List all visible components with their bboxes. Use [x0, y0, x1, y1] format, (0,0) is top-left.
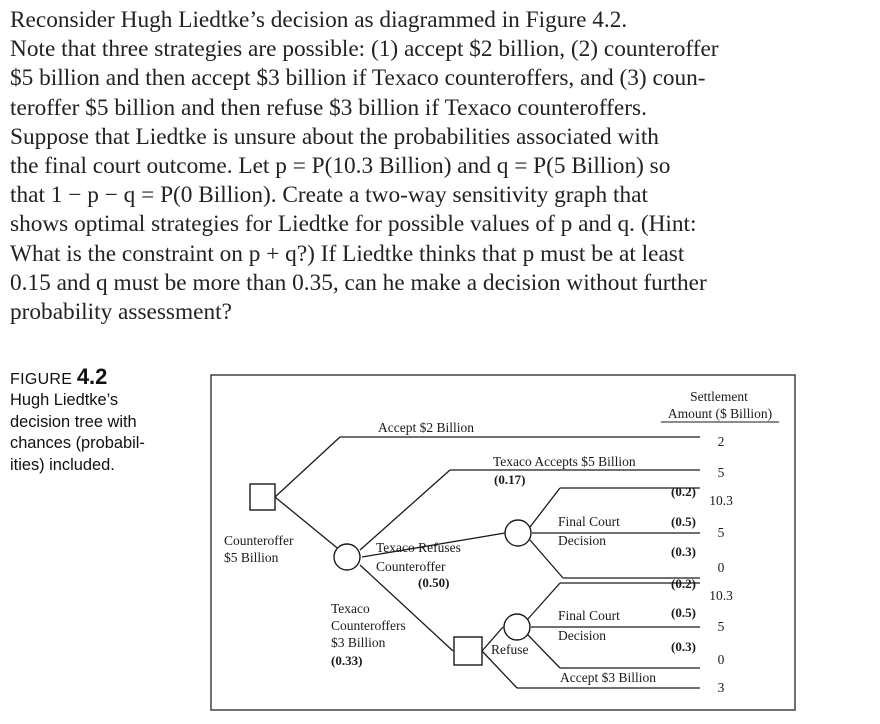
problem-line: shows optimal strategies for Liedtke for possible values of p and q. (Hint:: [10, 211, 697, 238]
chance-node-texaco: [334, 544, 360, 570]
caption-line: ities) included.: [10, 455, 115, 474]
branch-texaco-accepts: [360, 470, 450, 550]
branch-court2-0: [527, 634, 560, 668]
settlement-value: 5: [717, 525, 725, 540]
prob-court2-c: (0.3): [671, 639, 696, 654]
problem-line: Suppose that Liedtke is unsure about the probabilities associated with: [10, 123, 659, 150]
settlement-header-1: Settlement: [690, 389, 748, 404]
figure-frame: [211, 375, 795, 710]
branch-court1-10-3: [530, 488, 560, 527]
settlement-value: 0: [717, 560, 725, 575]
label-counteroffer-1: Counteroffer: [224, 533, 294, 548]
label-texaco-refuses-1: Texaco Refuses: [376, 540, 461, 555]
prob-court2-b: (0.5): [671, 605, 696, 620]
label-texaco-counter-2: Counteroffers: [331, 618, 406, 633]
settlement-value: 2: [717, 434, 725, 449]
settlement-value: 5: [717, 465, 725, 480]
chance-node-court2: [504, 614, 530, 640]
prob-texaco-counter: (0.33): [331, 653, 363, 668]
problem-line: $5 billion and then accept $3 billion if Texaco counteroffers, and (3) coun-: [10, 65, 706, 92]
problem-line: that 1 − p − q = P(0 Billion). Create a two-way sensitivity graph that: [10, 182, 648, 209]
problem-line: Note that three strategies are possible: (1) accept $2 billion, (2) counteroffer: [10, 36, 719, 63]
prob-court1-c: (0.3): [671, 544, 696, 559]
settlement-value: 5: [717, 619, 725, 634]
label-accept-2: Accept $2 Billion: [378, 420, 474, 435]
figure-label: FIGURE: [10, 371, 73, 388]
settlement-value: 10.3: [709, 493, 733, 508]
label-accept-3: Accept $3 Billion: [560, 670, 656, 685]
problem-line: What is the constraint on p + q?) If Liedtke thinks that p must be at least: [10, 240, 685, 267]
problem-line: teroffer $5 billion and then refuse $3 billion if Texaco counteroffers.: [10, 94, 647, 121]
label-texaco-accepts: Texaco Accepts $5 Billion: [493, 454, 636, 469]
label-court2-1: Final Court: [558, 608, 620, 623]
caption-line: Hugh Liedtke’s: [10, 391, 119, 410]
decision-node-main: [250, 484, 275, 510]
prob-court1-a: (0.2): [671, 484, 696, 499]
settlement-value: 10.3: [709, 588, 733, 603]
label-texaco-refuses-2: Counteroffer: [376, 559, 446, 574]
problem-line: the final court outcome. Let p = P(10.3 Billion) and q = P(5 Billion) so: [10, 153, 671, 180]
caption-line: decision tree with: [10, 412, 137, 431]
label-court2-2: Decision: [558, 628, 606, 643]
prob-texaco-accepts: (0.17): [494, 472, 526, 487]
label-texaco-counter-1: Texaco: [331, 601, 370, 616]
label-court1-2: Decision: [558, 533, 606, 548]
settlement-value: 3: [717, 680, 725, 695]
problem-line: Reconsider Hugh Liedtke’s decision as diagrammed in Figure 4.2.: [10, 7, 628, 33]
branch-accept-2: [275, 437, 340, 497]
label-texaco-counter-3: $3 Billion: [331, 635, 386, 650]
problem-line: probability assessment?: [10, 299, 232, 326]
caption-line: chances (probabil-: [10, 434, 145, 453]
label-refuse: Refuse: [491, 642, 529, 657]
prob-court1-b: (0.5): [671, 514, 696, 529]
decision-node-counter: [454, 637, 482, 665]
settlement-header-2: Amount ($ Billion): [667, 406, 773, 421]
prob-texaco-refuses: (0.50): [418, 575, 450, 590]
label-court1-1: Final Court: [558, 514, 620, 529]
branch-court2-10-3: [527, 583, 560, 620]
label-counteroffer-2: $5 Billion: [224, 550, 279, 565]
problem-line: 0.15 and q must be more than 0.35, can he make a decision without further: [10, 269, 707, 296]
prob-court2-a: (0.2): [671, 576, 696, 591]
settlement-value: 0: [717, 652, 725, 667]
figure-number: 4.2: [76, 364, 108, 389]
chance-node-court1: [505, 520, 531, 546]
